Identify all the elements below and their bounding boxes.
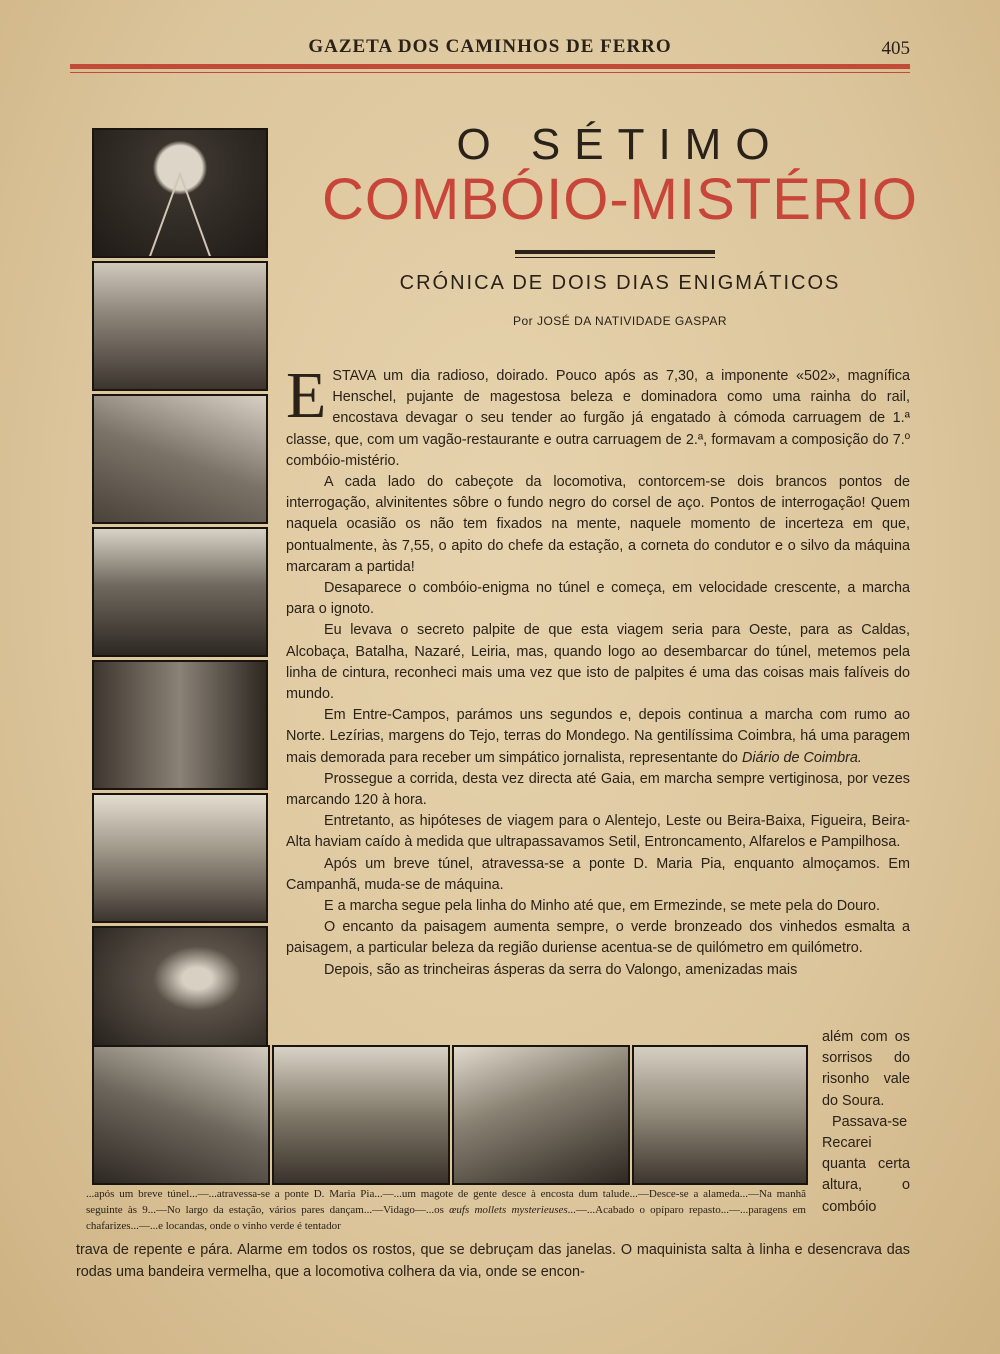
header-rule-thin — [70, 72, 910, 73]
journal-title: GAZETA DOS CAMINHOS DE FERRO — [308, 36, 672, 57]
photo-embankment — [92, 394, 268, 524]
photo-avenue — [92, 527, 268, 657]
byline: Por JOSÉ DA NATIVIDADE GASPAR — [512, 314, 728, 328]
paragraph-11: Depois, são as trincheiras ásperas da serra do Valongo, amenizadas mais — [324, 961, 798, 978]
subtitle: CRÓNICA DE DOIS DIAS ENIGMÁTICOS — [399, 272, 841, 294]
title-line-1: O SÉTIMO — [456, 120, 784, 169]
paragraph-7: Entretanto, as hipóteses de viagem para o Alentejo, Leste ou Beira-Baixa, Figueira, Beira-Alta haviam caído à medida que ultrapassavamos Setil, Entroncamento, Alfarelos e Pampilhosa. — [286, 813, 910, 851]
paragraph-3: Desaparece o combóio-enigma no túnel e começa, em velocidade crescente, a marcha para o ignoto. — [286, 580, 910, 618]
photo-tunnel — [92, 128, 268, 258]
photo-stairs — [632, 1045, 808, 1185]
narrow-text-a: além com os sorrisos do risonho vale do Soura. — [822, 1029, 910, 1109]
page-number: 405 — [881, 38, 910, 59]
photo-picnic — [92, 1045, 270, 1185]
photo-bridge — [92, 261, 268, 391]
article-continuation — [76, 1240, 910, 1283]
running-head — [70, 36, 910, 64]
photo-chafariz — [452, 1045, 630, 1185]
paragraph-9: E a marcha segue pela linha do Minho até que, em Ermezinde, se mete pela do Douro. — [324, 898, 880, 915]
narrow-text-b: Passava-se Recarei quanta certa altura, o combóio — [822, 1113, 910, 1215]
photo-column — [92, 128, 268, 1059]
paragraph-6: Prossegue a corrida, desta vez directa até Gaia, em marcha sempre vertiginosa, por vezes marcando 120 à hora. — [286, 770, 910, 809]
article-body — [286, 359, 910, 981]
drop-cap: E — [286, 359, 327, 432]
paragraph-10: O encanto da paisagem aumenta sempre, o verde bronzeado dos vinhedos esmalta a paisagem, a particular beleza da região duriense acentua-se de quilómetro em quilómetro. — [286, 919, 910, 957]
header-rule — [70, 64, 910, 69]
title-rule-thin — [515, 257, 715, 258]
paragraph-8: Após um breve túnel, atravessa-se a ponte D. Maria Pia, enquanto almoçamos. Em Campanhã, muda-se de máquina. — [286, 855, 910, 893]
narrow-column — [822, 1027, 910, 1218]
photo-caption: ...após um breve túnel...—...atravessa-se a ponte D. Maria Pia...—...um magote de gente desce à encosta dum talude...—Desce-se a alameda...—Na manhã seguinte às 9...—No largo da estação, vários pares dançam...—Vidago—...os œufs mollets mysterieuses...—...Acabado o opíparo repasto...—...paragens em chafarizes...—...e locandas, onde o vinho verde é tentador — [86, 1188, 806, 1232]
paragraph-5: Em Entre-Campos, parámos uns segundos e, depois continua a marcha com rumo ao Norte. Lezírias, margens do Tejo, terras do Mondego. Na gentilíssima Coimbra, há uma paragem mais demorada para receber um simpático jornalista, representante do Diário de Coimbra. — [286, 707, 910, 766]
photo-station-square — [92, 793, 268, 923]
paragraph-1: ESTAVA um dia radioso, doirado. Pouco após as 7,30, a imponente «502», magnífica Henschel, pujante de magestosa beleza e dominadora como uma rainha do rail, encostava devagar o seu tender ao furgão já engatado à cómoda carruagem de 1.ª classe, que, com um vagão-restaurante e outra carruagem de 2.ª, formavam a composição do 7.º combóio-mistério. — [286, 359, 910, 469]
title-rule — [515, 250, 715, 254]
paragraph-2: A cada lado do cabeçote da locomotiva, contorcem-se dois brancos pontos de interrogação, alvinitentes sôbre o fundo negro do corsel de aço. Pontos de interrogação! Quem naquela ocasião os não tem fixados na mente, naquele momento de incerteza em que, pontualmente, às 7,55, o apito do chefe da estação, a corneta do condutor e o silvo da máquina marcaram a partida! — [286, 474, 910, 575]
photo-crowd — [272, 1045, 450, 1185]
title-line-2: COMBÓIO-MISTÉRIO — [322, 167, 918, 232]
paragraph-bottom: trava de repente e pára. Alarme em todos os rostos, que se debruçam das janelas. O maquinista salta à linha e desencrava das rodas uma bandeira vermelha, que a locomotiva colhera da via, onde se encon- — [76, 1242, 910, 1280]
paragraph-4: Eu levava o secreto palpite de que esta viagem seria para Oeste, para as Caldas, Alcobaça, Batalha, Nazaré, Leiria, mas, quando logo ao desembarcar do túnel, metemos pela linha de cintura, reconheci mais uma vez que isto de palpites é uma das coisas mais falíveis do mundo. — [286, 622, 910, 703]
photo-fountain — [92, 926, 268, 1056]
photo-morning — [92, 660, 268, 790]
